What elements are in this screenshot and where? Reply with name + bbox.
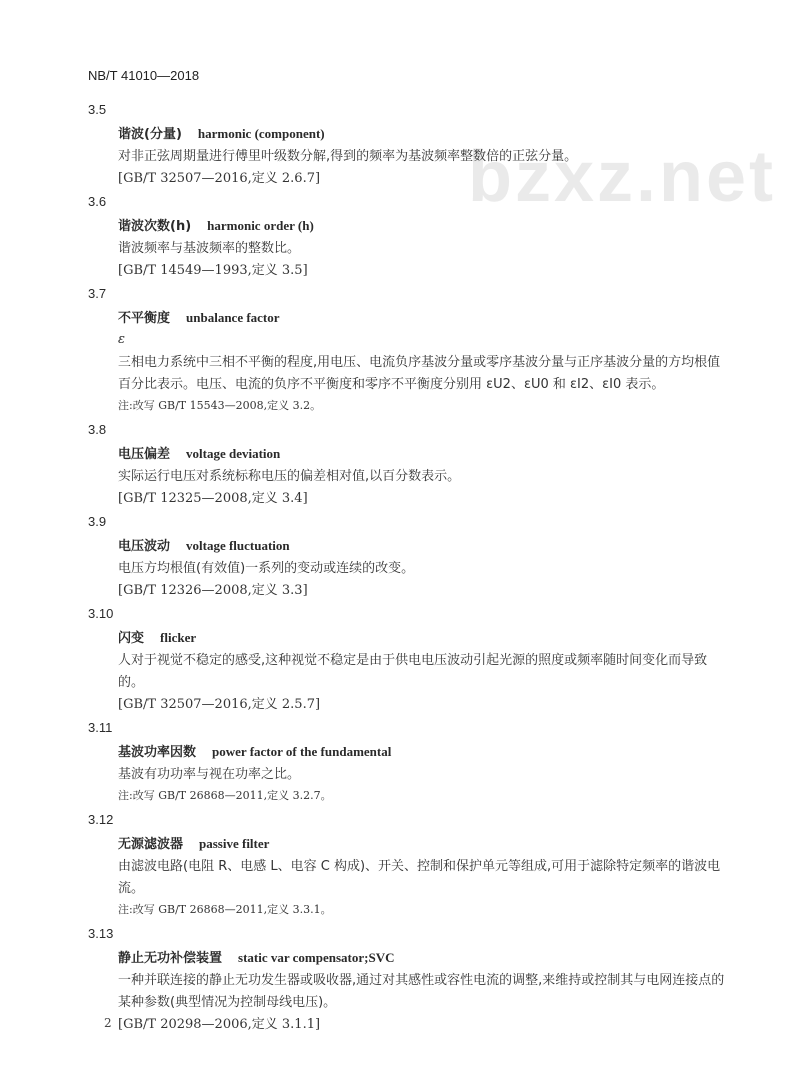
entry-number: 3.12 (88, 812, 114, 827)
entry-term (118, 742, 728, 764)
entry-term (118, 628, 728, 650)
term-english: voltage fluctuation (186, 538, 290, 553)
term-chinese: 不平衡度 (118, 311, 171, 326)
term-chinese: 闪变 (118, 631, 145, 646)
entry-number: 3.7 (88, 286, 107, 301)
document-header: NB/T 41010—2018 (88, 68, 200, 83)
entry-number: 3.10 (88, 606, 114, 621)
entry-number: 3.6 (88, 194, 107, 209)
entry-number: 3.9 (88, 514, 107, 529)
entry-term (118, 834, 728, 856)
term-english: static var compensator;SVC (238, 950, 395, 965)
entry-number: 3.8 (88, 422, 107, 437)
entry-number: 3.13 (88, 926, 114, 941)
entry-term (118, 444, 728, 466)
term-english: voltage deviation (186, 446, 281, 461)
term-source: [GB/T 14549—1993,定义 3.5] (118, 263, 308, 278)
page-number: 2 (104, 1016, 112, 1030)
term-entry (88, 420, 728, 510)
term-definition: 三相电力系统中三相不平衡的程度,用电压、电流负序基波分量或零序基波分量与正序基波分量的方均根值百分比表示。电压、电流的负序不平衡度和零序不平衡度分别用 εU2、εU0 和 εI2、εI0 表示。 (118, 355, 721, 392)
term-chinese: 谐波次数(h) (118, 219, 192, 234)
term-source: [GB/T 32507—2016,定义 2.5.7] (118, 697, 321, 712)
term-entry (88, 512, 728, 602)
term-definition: 对非正弦周期量进行傅里叶级数分解,得到的频率为基波频率整数倍的正弦分量。 (118, 149, 578, 164)
entry-term (118, 124, 728, 146)
term-symbol: ε (118, 332, 125, 347)
term-entry (88, 100, 728, 190)
term-chinese: 电压波动 (118, 539, 171, 554)
entry-term (118, 948, 728, 970)
term-entry (88, 284, 728, 418)
term-entry (88, 718, 728, 808)
term-chinese: 无源滤波器 (118, 837, 184, 852)
term-entry (88, 192, 728, 282)
term-note: 注:改写 GB/T 26868—2011,定义 3.3.1。 (118, 903, 332, 916)
terms-list (88, 100, 728, 1038)
entry-number: 3.11 (88, 720, 113, 735)
term-chinese: 谐波(分量) (118, 127, 182, 142)
term-chinese: 基波功率因数 (118, 745, 197, 760)
term-entry (88, 924, 728, 1036)
term-source: [GB/T 12326—2008,定义 3.3] (118, 583, 308, 598)
term-source: [GB/T 12325—2008,定义 3.4] (118, 491, 308, 506)
term-english: harmonic (component) (197, 126, 325, 141)
term-english: harmonic order (h) (207, 218, 314, 233)
term-entry (88, 810, 728, 922)
term-english: passive filter (199, 836, 270, 851)
term-english: flicker (160, 630, 197, 645)
term-entry (88, 604, 728, 716)
term-chinese: 静止无功补偿装置 (118, 951, 223, 966)
entry-term (118, 216, 728, 238)
term-definition: 一种并联连接的静止无功发生器或吸收器,通过对其感性或容性电流的调整,来维持或控制其与电网连接点的某种参数(典型情况为控制母线电压)。 (118, 973, 725, 1010)
term-definition: 人对于视觉不稳定的感受,这种视觉不稳定是由于供电电压波动引起光源的照度或频率随时间变化而导致的。 (118, 653, 708, 690)
entry-number: 3.5 (88, 102, 107, 117)
term-source: [GB/T 20298—2006,定义 3.1.1] (118, 1017, 321, 1032)
term-note: 注:改写 GB/T 15543—2008,定义 3.2。 (118, 399, 322, 412)
watermark: bzxz.net (468, 137, 777, 217)
term-english: power factor of the fundamental (212, 744, 392, 759)
term-definition: 谐波频率与基波频率的整数比。 (118, 241, 301, 256)
term-definition: 基波有功功率与视在功率之比。 (118, 767, 301, 782)
term-note: 注:改写 GB/T 26868—2011,定义 3.2.7。 (118, 789, 332, 802)
term-definition: 由滤波电路(电阻 R、电感 L、电容 C 构成)、开关、控制和保护单元等组成,可用于滤除特定频率的谐波电流。 (118, 859, 721, 896)
term-definition: 电压方均根值(有效值)一系列的变动或连续的改变。 (118, 561, 415, 576)
term-chinese: 电压偏差 (118, 447, 171, 462)
entry-term (118, 308, 728, 330)
term-definition: 实际运行电压对系统标称电压的偏差相对值,以百分数表示。 (118, 469, 461, 484)
term-english: unbalance factor (186, 310, 280, 325)
term-source: [GB/T 32507—2016,定义 2.6.7] (118, 171, 321, 186)
entry-term (118, 536, 728, 558)
